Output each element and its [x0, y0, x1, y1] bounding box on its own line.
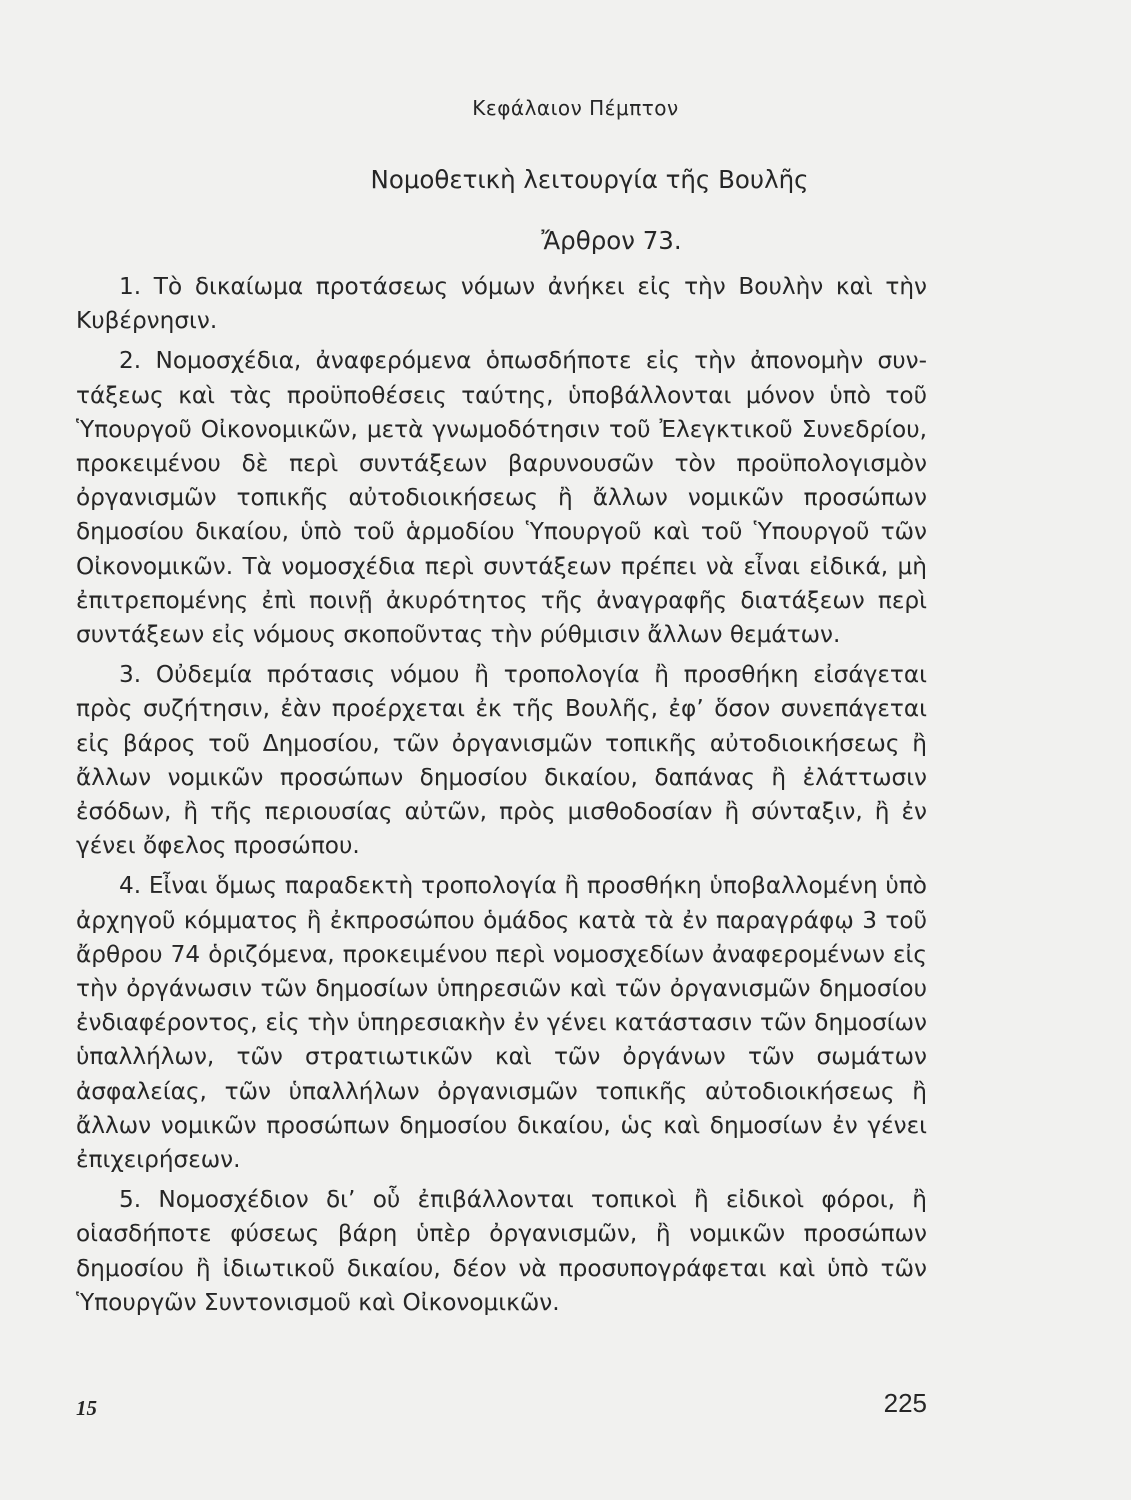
article-title: Ἄρθρον 73. — [541, 226, 682, 255]
paragraph-1: 1. Τὸ δικαίωμα προτάσεως νόμων ἀνήκει εἰς τὴν Βουλὴν καὶ τὴν Κυβέρνησιν. — [76, 273, 927, 335]
page-number: 225 — [883, 1388, 927, 1418]
paragraph-4: 4. Εἶναι ὅμως παραδεκτὴ τροπολογία ἢ προσθήκη ὑποβαλλομένη ὑπὸ ἀρχηγοῦ κόμματος ἢ ἐκπροσώπου ὁμάδος κατὰ τὰ ἐν παραγράφῳ 3 τοῦ ἄρθρου 74 ὁριζόμενα, προκειμένου περὶ νομοσχεδίων ἀναφερομένων εἰς τὴν ὀργάνωσιν τῶν δημοσίων ὑπηρεσιῶν καὶ τῶν ὀργανισμῶν δημοσίου ἐνδιαφέροντος, εἰς τὴν ὑπηρεσιακὴν ἐν γένει κατάστασιν τῶν δημοσίων ὑπαλλήλων, τῶν στρατιωτικῶν καὶ τῶν ὀργάνων τῶν σωμάτων ἀσφαλείας, τῶν ὑπαλλήλων ὀργανισμῶν τοπικῆς αὐτοδιοικήσεως ἢ ἄλλων νομικῶν προσώπων δημοσίου δικαίου, ὡς καὶ δημοσίων ἐν γένει ἐπιχειρήσεων. — [76, 872, 927, 1174]
printer-signature-mark: 15 — [76, 1396, 97, 1420]
paragraph-5: 5. Νομοσχέδιον δι’ οὗ ἐπιβάλλονται τοπικοὶ ἢ εἰδικοὶ φόροι, ἢ οἱασδήποτε φύσεως βάρη ὑπὲρ ὀργανισμῶν, ἢ νομικῶν προσώπων δημοσίου ἢ ἰδιωτικοῦ δικαίου, δέον νὰ προσυπογράφεται καὶ ὑπὸ τῶν Ὑπουργῶν Συντονισμοῦ καὶ Οἰκονομικῶν. — [76, 1186, 927, 1316]
section-title: Νομοθετικὴ λειτουργία τῆς Βουλῆς — [370, 165, 809, 194]
paragraph-3: 3. Οὐδεμία πρότασις νόμου ἢ τροπολογία ἢ προσθήκη εἰσάγεται πρὸς συζήτησιν, ἐὰν προέρχεται ἐκ τῆς Βουλῆς, ἐφ’ ὅσον συνεπάγεται εἰς βάρος τοῦ Δημοσίου, τῶν ὀργανισμῶν τοπικῆς αὐτοδιοικήσεως ἢ ἄλλων νομικῶν προσώπων δημοσίου δικαίου, δαπάνας ἢ ἐλάττωσιν ἐσόδων, ἢ τῆς περιουσίας αὐτῶν, πρὸς μισθοδοσίαν ἢ σύνταξιν, ἢ ἐν γένει ὄφελος προσώπου. — [76, 661, 927, 860]
chapter-heading: Κεφάλαιον Πέμπτον — [472, 96, 679, 120]
article-body — [76, 270, 927, 1326]
paragraph-2: 2. Νομοσχέδια, ἀναφερόμενα ὁπωσδήποτε εἰς τὴν ἀπονομὴν συντάξεως καὶ τὰς προϋποθέσεις ταύτης, ὑποβάλλονται μόνον ὑπὸ τοῦ Ὑπουργοῦ Οἰκονομικῶν, μετὰ γνωμοδότησιν τοῦ Ἐλεγκτικοῦ Συνεδρίου, προκειμένου δὲ περὶ συντάξεων βαρυνουσῶν τὸν προϋπολογισμὸν ὀργανισμῶν τοπικῆς αὐτοδιοικήσεως ἢ ἄλλων νομικῶν προσώπων δημοσίου δικαίου, ὑπὸ τοῦ ἁρμοδίου Ὑπουργοῦ καὶ τοῦ Ὑπουργοῦ τῶν Οἰκονομικῶν. Τὰ νομοσχέδια περὶ συντάξεων πρέπει νὰ εἶναι εἰδικά, μὴ ἐπιτρεπομένης ἐπὶ ποινῇ ἀκυρότητος τῆς ἀναγραφῆς διατάξεων περὶ συντάξεων εἰς νόμους σκοποῦντας τὴν ρύθμισιν ἄλλων θεμάτων. — [76, 347, 927, 649]
